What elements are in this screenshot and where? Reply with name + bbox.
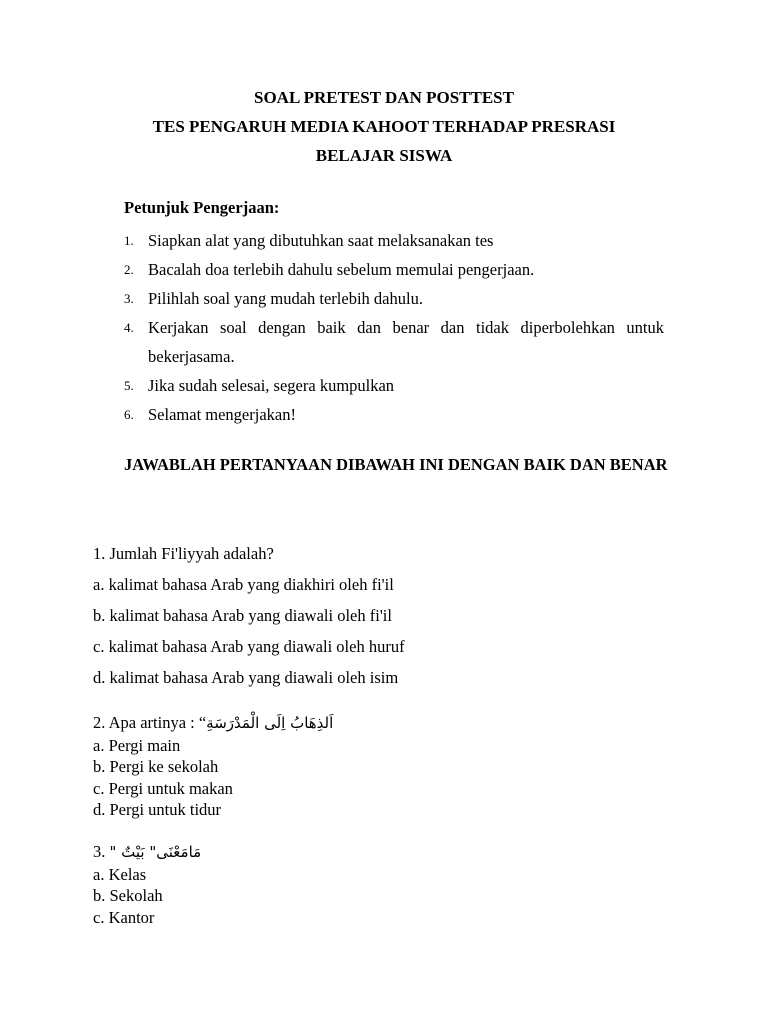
question-text: 1. Jumlah Fi'liyyah adalah? [93, 544, 274, 563]
question-2 [93, 712, 333, 821]
instruction-item [124, 400, 664, 429]
option-c: c. Kantor [93, 907, 155, 927]
instruction-text: Pilihlah soal yang mudah terlebih dahulu. [148, 289, 423, 308]
title-line-3: BELAJAR SISWA [315, 146, 453, 165]
instruction-number: 5. [124, 378, 134, 393]
instruction-item [124, 371, 664, 400]
question-1 [93, 538, 405, 693]
question-prefix: 2. Apa artinya : “ [93, 713, 207, 732]
answer-instruction-heading: JAWABLAH PERTANYAAN DIBAWAH INI DENGAN BAIK DAN BENAR [124, 455, 668, 474]
arabic-phrase: اَلذِهَابُ اِلَى الْمَدْرَسَةِ [206, 714, 334, 732]
instruction-number: 1. [124, 233, 134, 248]
option-a: a. Pergi main [93, 735, 181, 755]
instruction-number: 3. [124, 291, 134, 306]
instruction-text: Bacalah doa terlebih dahulu sebelum memulai pengerjaan. [148, 260, 535, 279]
arabic-phrase: مَامَعْنَى" بَيْتٌ " [109, 843, 202, 861]
instruction-item [124, 284, 664, 313]
question-prefix: 3. [93, 842, 110, 861]
instruction-text: Selamat mengerjakan! [148, 405, 296, 424]
instruction-text: Jika sudah selesai, segera kumpulkan [148, 376, 395, 395]
title-line-1: SOAL PRETEST DAN POSTTEST [254, 88, 514, 107]
option-b: b. Pergi ke sekolah [93, 757, 219, 776]
instruction-item [124, 313, 664, 371]
option-c: c. kalimat bahasa Arab yang diawali oleh huruf [93, 637, 405, 656]
option-b: b. Sekolah [93, 886, 163, 905]
instruction-number: 2. [124, 262, 134, 277]
question-text [93, 841, 201, 864]
option-b: b. kalimat bahasa Arab yang diawali oleh fi'il [93, 606, 392, 625]
option-c: c. Pergi untuk makan [93, 778, 233, 798]
instruction-text: Kerjakan soal dengan baik dan benar dan tidak diperbolehkan untuk bekerjasama. [148, 318, 664, 366]
option-d: d. kalimat bahasa Arab yang diawali oleh isim [93, 668, 399, 687]
instructions-list [124, 226, 664, 429]
instruction-item [124, 255, 664, 284]
question-text [93, 712, 333, 735]
instruction-text: Siapkan alat yang dibutuhkan saat melaksanakan tes [148, 231, 494, 250]
title-line-2: TES PENGARUH MEDIA KAHOOT TERHADAP PRESRASI [152, 117, 616, 136]
instruction-number: 4. [124, 320, 134, 335]
instruction-item [124, 226, 664, 255]
option-d: d. Pergi untuk tidur [93, 800, 222, 819]
question-3 [93, 841, 201, 928]
option-a: a. kalimat bahasa Arab yang diakhiri oleh fi'il [93, 575, 394, 594]
instructions-heading: Petunjuk Pengerjaan: [124, 198, 280, 217]
instruction-number: 6. [124, 407, 134, 422]
option-a: a. Kelas [93, 864, 147, 884]
